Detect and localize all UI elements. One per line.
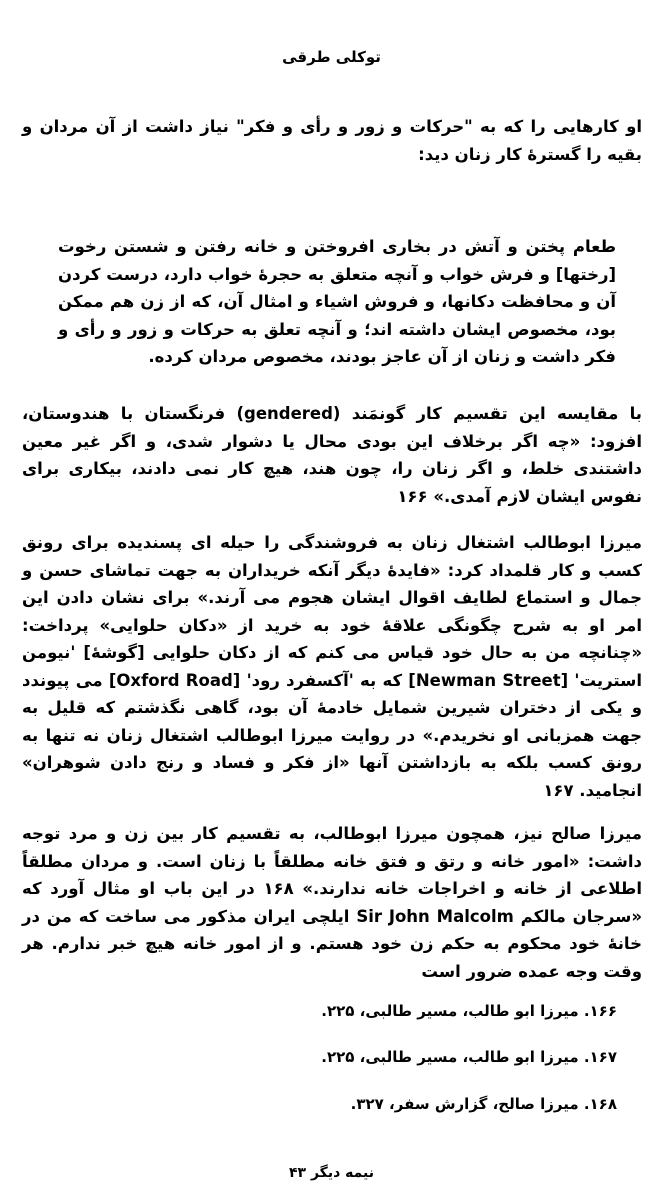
footnote-168: ۱۶۸. میرزا صالح، گزارش سفر، ۳۲۷. [350,1095,617,1113]
running-head-title: توکلی طرقی [282,48,381,66]
block-quote: طعام پختن و آتش در بخاری افروختن و خانه رفتن و شستن رخوت [رختها] و فرش خواب و آنچه متعلق به حجرهٔ خواب دارد، درست کردن آن و محافظت دکانها، و فروش اشیاء و امثال آن، که از زن هم ممکن بود، مخصوص ایشان داشته اند؛ و آنچه تعلق به حرکات و زور و رأی و فکر داشت و زنان از آن عاجز بودند، مخصوص مردان کرده. [58,237,616,366]
page-footer: نیمه دیگر ۴۳ [289,1165,374,1181]
body-paragraph-2: با مقایسه این تقسیم کار گونمَند (gendered) فرنگستان با هندوستان، افزود: «چه اگر برخلاف این بودی محال یا دشوار شدی، و اگر غیر معین داشتندی خلط، و اگر زنان را، چون هند، هیچ کار نمی دادند، بیکاری برای نفوس ایشان لازم آمدی.» ۱۶۶ [22,404,642,506]
footnote-166: ۱۶۶. میرزا ابو طالب، مسیر طالبی، ۲۲۵. [321,1002,617,1020]
body-paragraph-3: میرزا ابوطالب اشتغال زنان به فروشندگی را حیله ای پسندیده برای رونق کسب و کار قلمداد کرد: «فایدهٔ دیگر آنکه خریداران به جهت تماشای حسن و جمال و استماع لطایف اقوال ایشان هجوم می آرند.» برای نشان دادن این امر او به شرح چگونگی علاقهٔ خود به خرید از «دکان حلوایی» پرداخت: «چنانچه من به حال خود قیاس می کنم که از دکان حلوایی [گوشهٔ] 'نیومن استریت' [Newman Street] که به 'آکسفرد رود' [Oxford Road] می پیوندد و یکی از دختران شیرین شمایل خادمهٔ آن بود، گاهی نگذشتم که قلیل به جهت همزبانی او نخریدم.» در روایت میرزا ابوطالب اشتغال زنان نه تنها به رونق کسب بلکه به بازداشتن آنها «از فکر و فساد و رنج دادن شوهران» انجامید. ۱۶۷ [22,533,642,800]
body-paragraph-4: میرزا صالح نیز، همچون میرزا ابوطالب، به تقسیم کار بین زن و مرد توجه داشت: «امور خانه و رتق و فتق خانه مطلقاً با زنان است. و مردان مطلقاً اطلاعی از خانه و اخراجات خانه ندارند.» ۱۶۸ در این باب او مثال آورد که «سرجان مالکم Sir John Malcolm ایلچی ایران مذکور می ساخت که من در خانهٔ خود محکوم به حکم زن خود هستم. و از امور خانه هیچ خبر ندارم. هر وقت وجه عمده ضرور است [22,824,642,981]
footnote-167: ۱۶۷. میرزا ابو طالب، مسیر طالبی، ۲۲۵. [321,1048,617,1066]
body-paragraph-1: او کارهایی را که به "حرکات و زور و رأی و فکر" نیاز داشت از آن مردان و بقیه را گسترهٔ کار زنان دید: [22,117,642,164]
